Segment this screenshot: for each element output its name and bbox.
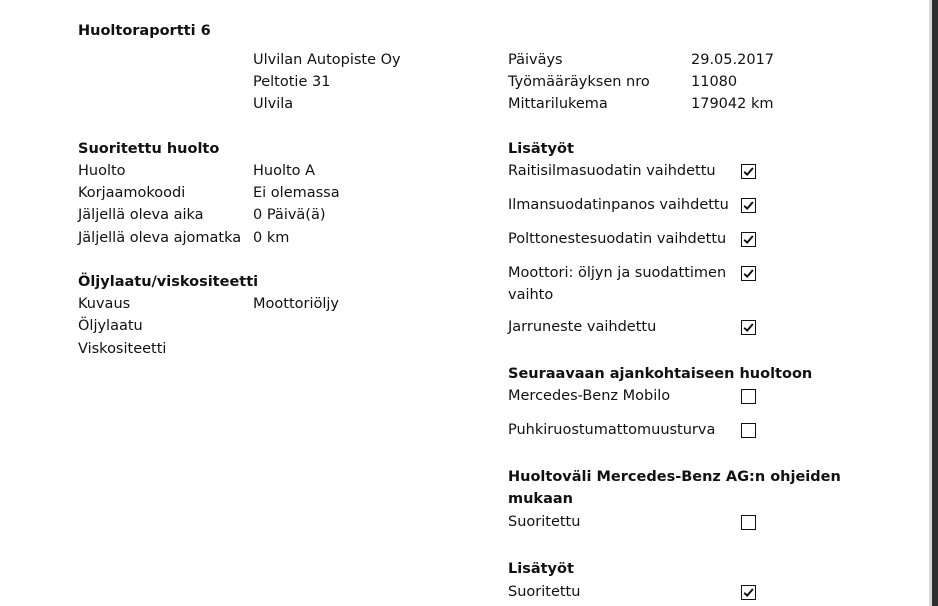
mileage-label: Mittarilukema <box>508 96 608 112</box>
service-row-value: Huolto A <box>253 163 316 179</box>
checkmark-icon <box>742 165 755 178</box>
checkmark-icon <box>742 267 755 280</box>
dealer-street: Peltotie 31 <box>253 74 331 90</box>
interval-heading-line2: mukaan <box>508 491 573 507</box>
checkbox[interactable] <box>741 423 756 438</box>
order-number-label: Työmääräyksen nro <box>508 74 650 90</box>
service-heading: Suoritettu huolto <box>78 141 220 157</box>
checkbox[interactable] <box>741 164 756 179</box>
service-row-label: Huolto <box>78 163 126 179</box>
extra-work-item-label: Polttonestesuodatin vaihdettu <box>508 231 727 247</box>
oil-row-label: Öljylaatu <box>78 318 143 334</box>
extra-work-item-label-line2: vaihto <box>508 287 554 303</box>
service-row-label: Jäljellä oleva aika <box>78 207 204 223</box>
oil-row-value: Moottoriöljy <box>253 296 339 312</box>
report-title: Huoltoraportti 6 <box>78 23 211 39</box>
dealer-city: Ulvila <box>253 96 294 112</box>
checkmark-icon <box>742 586 755 599</box>
checkbox[interactable] <box>741 198 756 213</box>
order-number-value: 11080 <box>691 74 738 90</box>
checkmark-icon <box>742 199 755 212</box>
checkbox[interactable] <box>741 389 756 404</box>
checkbox[interactable] <box>741 320 756 335</box>
mileage-value: 179042 km <box>691 96 774 112</box>
service-row-label: Jäljellä oleva ajomatka <box>78 230 242 246</box>
extra-work-item-label-line1: Moottori: öljyn ja suodattimen <box>508 265 727 281</box>
extra-work-heading: Lisätyöt <box>508 141 574 157</box>
checkbox[interactable] <box>741 585 756 600</box>
date-value: 29.05.2017 <box>691 52 775 68</box>
service-row-value: 0 Päivä(ä) <box>253 207 326 223</box>
date-label: Päiväys <box>508 52 563 68</box>
service-row-value: 0 km <box>253 230 290 246</box>
extra-work-2-item-label: Suoritettu <box>508 584 581 600</box>
extra-work-2-heading: Lisätyöt <box>508 561 574 577</box>
extra-work-item-label: Raitisilmasuodatin vaihdettu <box>508 163 716 179</box>
next-service-item-label: Puhkiruostumattomuusturva <box>508 422 716 438</box>
checkbox[interactable] <box>741 232 756 247</box>
interval-item-label: Suoritettu <box>508 514 581 530</box>
oil-row-label: Kuvaus <box>78 296 131 312</box>
dealer-name: Ulvilan Autopiste Oy <box>253 52 401 68</box>
extra-work-item-label: Ilmansuodatinpanos vaihdettu <box>508 197 729 213</box>
oil-row-label: Viskositeetti <box>78 341 167 357</box>
extra-work-item-label: Jarruneste vaihdettu <box>508 319 657 335</box>
checkmark-icon <box>742 233 755 246</box>
checkbox[interactable] <box>741 515 756 530</box>
service-row-value: Ei olemassa <box>253 185 340 201</box>
page-edge <box>929 0 938 606</box>
service-row-label: Korjaamokoodi <box>78 185 186 201</box>
oil-heading: Öljylaatu/viskositeetti <box>78 274 259 290</box>
interval-heading-line1: Huoltoväli Mercedes-Benz AG:n ohjeiden <box>508 469 841 485</box>
next-service-heading: Seuraavaan ajankohtaiseen huoltoon <box>508 366 813 382</box>
checkbox[interactable] <box>741 266 756 281</box>
checkmark-icon <box>742 321 755 334</box>
next-service-item-label: Mercedes-Benz Mobilo <box>508 388 671 404</box>
